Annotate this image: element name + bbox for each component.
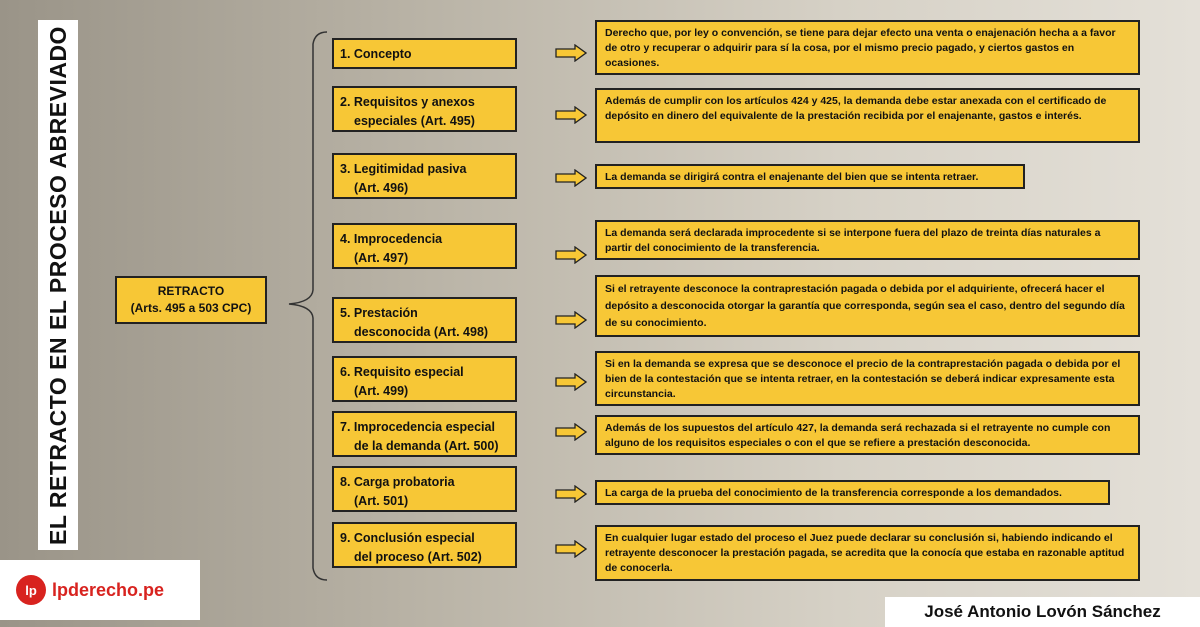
item-label-article: de la demanda (Art. 500) [354, 439, 499, 453]
arrow-right-icon [555, 44, 587, 62]
item-label: 4. Improcedencia [340, 232, 443, 246]
desc-carga-probatoria: La carga de la prueba del conocimiento de la transferencia corresponde a los demandados. [595, 480, 1110, 505]
item-prestacion [332, 297, 517, 343]
item-label-article: especiales (Art. 495) [354, 114, 475, 128]
item-label-article: (Art. 497) [354, 251, 409, 265]
arrow-right-icon [555, 246, 587, 264]
desc-improcedencia: La demanda será declarada improcedente si se interpone fuera del plazo de treinta días naturales a partir del conocimiento de la transferencia. [595, 220, 1140, 260]
item-carga-probatoria [332, 466, 517, 512]
arrow-right-icon [555, 311, 587, 329]
author-credit: José Antonio Lovón Sánchez [885, 597, 1200, 627]
arrow-right-icon [555, 373, 587, 391]
desc-improcedencia-especial: Además de los supuestos del artículo 427, la demanda será rechazada si el retrayente no cumple con alguno de los requisitos especiales o con el que se refiere a prestación desconocida. [595, 415, 1140, 455]
arrow-right-icon [555, 423, 587, 441]
item-label: 6. Requisito especial [340, 365, 464, 379]
item-label: 8. Carga probatoria [340, 475, 455, 489]
arrow-right-icon [555, 485, 587, 503]
item-label-article: (Art. 501) [354, 494, 409, 508]
item-improcedencia [332, 223, 517, 269]
item-label: 9. Conclusión especial [340, 531, 475, 545]
item-label: 1. Concepto [340, 47, 412, 61]
brand-logo [0, 560, 200, 620]
vertical-title-panel [38, 20, 78, 550]
diagram-title: EL RETRACTO EN EL PROCESO ABREVIADO [44, 25, 71, 545]
arrow-right-icon [555, 169, 587, 187]
bracket-connector [265, 28, 335, 588]
desc-conclusion: En cualquier lugar estado del proceso el Juez puede declarar su conclusión si, habiendo indicando el retrayente desconocer la prestación pagada, se acredita que la conocía que estaba en razonable aptitud de conocerla. [595, 525, 1140, 581]
item-label-article: desconocida (Art. 498) [354, 325, 489, 339]
root-label: RETRACTO [157, 284, 225, 298]
item-requisito-especial [332, 356, 517, 402]
item-conclusion [332, 522, 517, 568]
desc-concepto: Derecho que, por ley o convención, se tiene para dejar efecto una venta o enajenación hecha a a favor de otro y recuperar o adquirir para sí la cosa, por el mismo precio pagado, y ciertos gastos en ocasiones. [595, 20, 1140, 75]
desc-requisito-especial: Si en la demanda se expresa que se desconoce el precio de la contraprestación pagada o debida por el bien de la contestación que se intenta retraer, en la contestación se deberá indicar expresamente esta circunstancia. [595, 351, 1140, 406]
item-requisitos [332, 86, 517, 132]
desc-legitimidad: La demanda se dirigirá contra el enajenante del bien que se intenta retraer. [595, 164, 1025, 189]
arrow-right-icon [555, 540, 587, 558]
item-label-article: del proceso (Art. 502) [354, 550, 482, 564]
logo-text: lpderecho.pe [52, 579, 165, 600]
logo-mark-icon: lp [16, 575, 46, 605]
item-label-article: (Art. 496) [354, 181, 409, 195]
root-node [115, 276, 267, 324]
item-legitimidad [332, 153, 517, 199]
root-articles: (Arts. 495 a 503 CPC) [130, 301, 252, 315]
item-concepto [332, 38, 517, 69]
item-label: 7. Improcedencia especial [340, 420, 495, 434]
item-improcedencia-especial [332, 411, 517, 457]
desc-prestacion: Si el retrayente desconoce la contraprestación pagada o debida por el adquiriente, ofrecerá hacer el depósito a desconocida otorgar la garantía que corresponda, según sea el caso, dentro del segundo día de su conocimiento. [595, 275, 1140, 337]
item-label-article: (Art. 499) [354, 384, 409, 398]
desc-requisitos: Además de cumplir con los artículos 424 y 425, la demanda debe estar anexada con el certificado de depósito en dinero del equivalente de la prestación recibida por el enajenante, gastos e interés. [595, 88, 1140, 143]
arrow-right-icon [555, 106, 587, 124]
item-label: 5. Prestación [340, 306, 418, 320]
item-label: 3. Legitimidad pasiva [340, 162, 467, 176]
item-label: 2. Requisitos y anexos [340, 95, 475, 109]
